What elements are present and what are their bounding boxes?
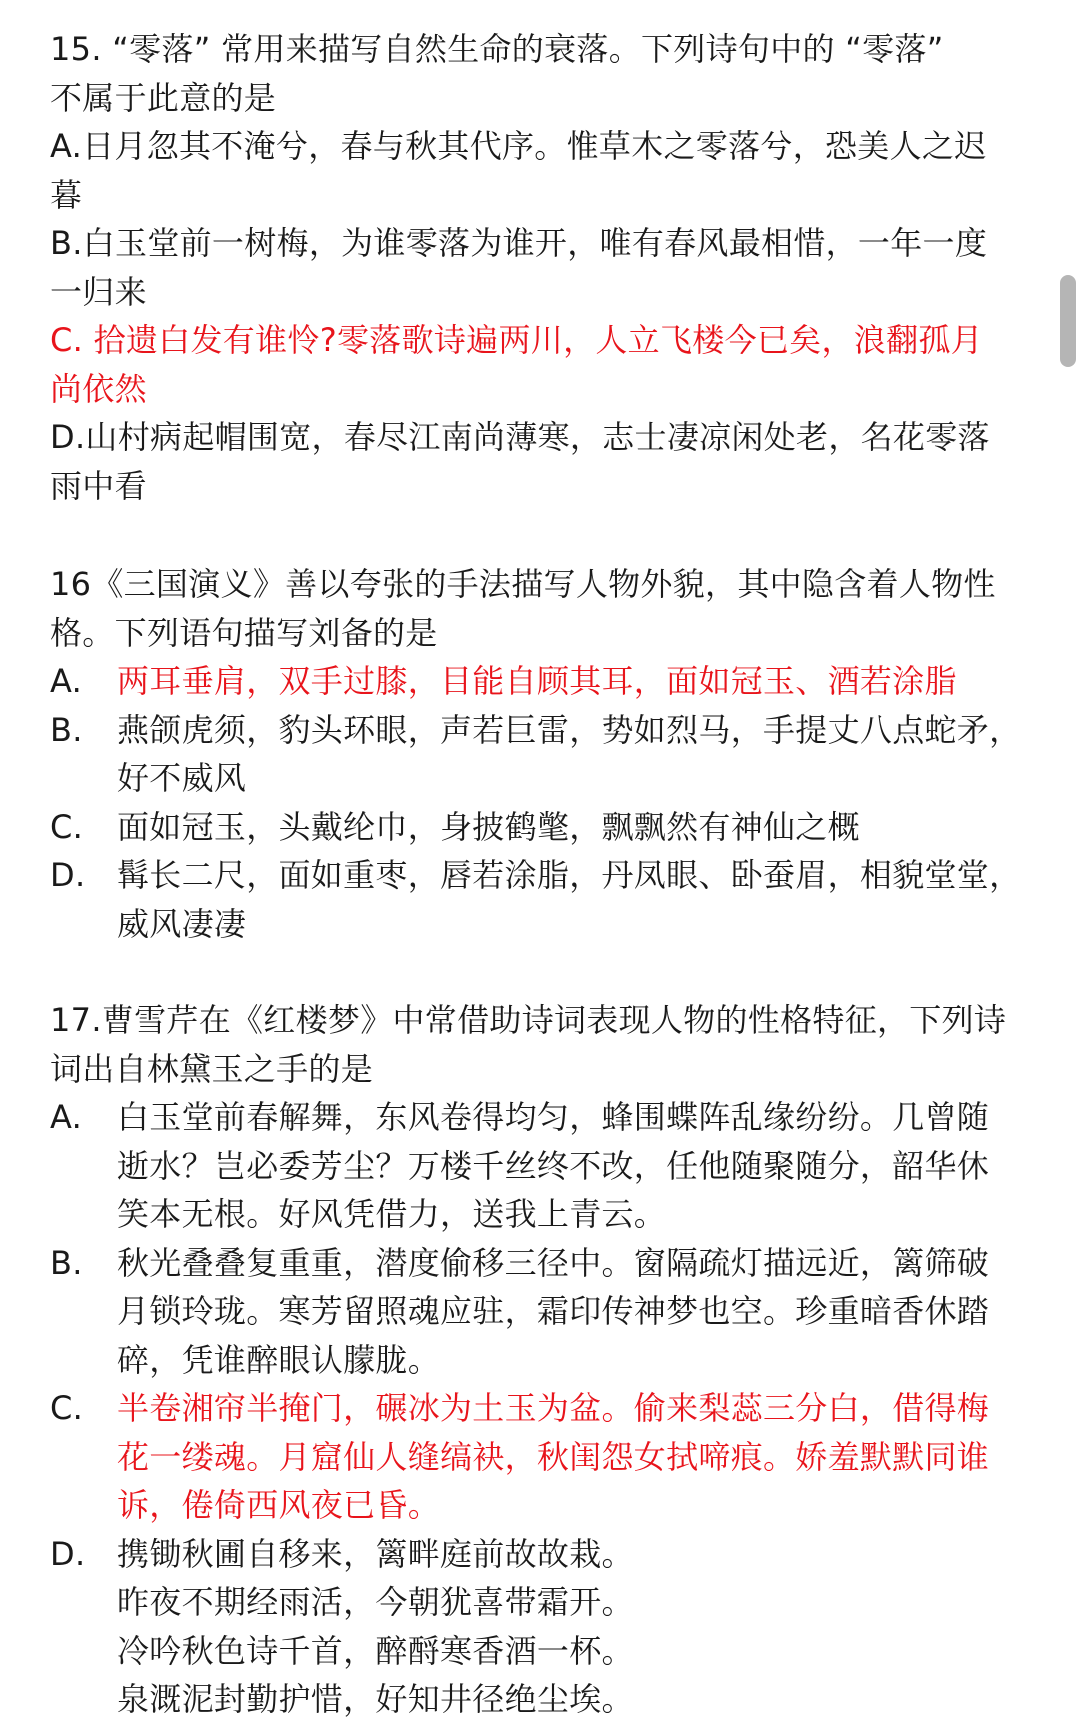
option-line: 月锁玲珑。寒芳留照魂应驻，霜印传神梦也空。珍重暗香休踏: [117, 1292, 990, 1330]
option-line: 笑本无根。好风凭借力，送我上青云。: [117, 1195, 667, 1233]
q17-option-b-text: [117, 1239, 1035, 1385]
q15-stem-line1: 15. “零落” 常用来描写自然生命的衰落。下列诗句中的 “零落”: [50, 30, 944, 68]
option-line: 逝水？岂必委芳尘？万楼千丝终不改，任他随聚随分，韶华休: [117, 1146, 990, 1185]
q16-option-a-text-answer: [117, 657, 1035, 706]
q16-option-c-text: [117, 803, 1035, 852]
option-line: 碎，凭谁醉眼认朦胧。: [117, 1340, 441, 1379]
q16-option-b-text: [117, 706, 1035, 803]
q16-option-c-letter: C.: [50, 807, 84, 846]
q17-option-c-letter: C.: [50, 1389, 84, 1427]
q15-option-b-line2: 一归来: [50, 272, 147, 311]
q17-stem-line1: 17.曹雪芹在《红楼梦》中常借助诗词表现人物的性格特征，下列诗: [50, 1001, 1007, 1039]
q15-option-c-line2-answer: 尚依然: [50, 369, 147, 408]
q17-option-b: [50, 1239, 1035, 1385]
q16-option-c: [50, 803, 1035, 852]
q15-option-a-line1: A.日月忽其不淹兮，春与秋其代序。惟草木之零落兮，恐美人之迟: [50, 127, 987, 165]
q15-option-d-line2: 雨中看: [50, 466, 147, 505]
q17-option-d-text: [117, 1530, 1035, 1724]
option-line: 昨夜不期经雨活，今朝犹喜带霜开。: [117, 1583, 634, 1621]
option-line: 秋光叠叠复重重，潜度偷移三径中。窗隔疏灯描远近，篱筛破: [117, 1243, 990, 1282]
vertical-scrollbar-thumb[interactable]: [1060, 275, 1076, 367]
q17-option-d: [50, 1530, 1035, 1724]
q17-option-a: [50, 1093, 1035, 1239]
question-15: [50, 25, 1035, 510]
option-line: 好不威风: [117, 759, 247, 797]
option-line: 冷吟秋色诗千首，醉酹寒香酒一杯。: [117, 1631, 634, 1670]
option-line: 威风凄凄: [117, 904, 247, 943]
q17-stem-line2: 词出自林黛玉之手的是: [50, 1049, 374, 1088]
option-line: 白玉堂前春解舞，东风卷得均匀，蜂围蝶阵乱缘纷纷。几曾随: [117, 1098, 990, 1136]
q16-stem-line1: 16《三国演义》善以夸张的手法描写人物外貌，其中隐含着人物性: [50, 565, 996, 603]
q16-option-d: [50, 851, 1035, 948]
q16-option-d-text: [117, 851, 1035, 948]
option-line: 面如冠玉，头戴纶巾，身披鹤氅，飘飘然有神仙之概: [117, 807, 860, 846]
q16-option-a-letter: A.: [50, 662, 83, 700]
spacer: [50, 948, 1035, 996]
spacer: [50, 510, 1035, 560]
document-page: [50, 25, 1035, 1724]
option-line: 泉溉泥封勤护惜，好知井径绝尘埃。: [117, 1680, 634, 1718]
q17-option-c-text-answer: [117, 1384, 1035, 1530]
q17-option-d-letter: D.: [50, 1534, 86, 1573]
question-17: [50, 996, 1035, 1724]
option-line: 携锄秋圃自移来，篱畔庭前故故栽。: [117, 1534, 634, 1573]
q15-option-a-line2: 暮: [50, 175, 83, 214]
q15-option-c-line1-answer: C. 拾遗白发有谁怜?零落歌诗遍两川，人立飞楼今已矣，浪翻孤月: [50, 321, 983, 359]
q15-option-d-line1: D.山村病起帽围宽，春尽江南尚薄寒，志士凄凉闲处老，名花零落: [50, 418, 990, 456]
q17-option-a-letter: A.: [50, 1098, 83, 1136]
question-16: [50, 560, 1035, 948]
q16-option-b: [50, 706, 1035, 803]
q15-option-b-line1: B.白玉堂前一树梅，为谁零落为谁开，唯有春风最相惜，一年一度: [50, 224, 988, 262]
option-line: 燕颌虎须，豹头环眼，声若巨雷，势如烈马，手提丈八点蛇矛，: [117, 710, 1022, 749]
option-line: 花一缕魂。月窟仙人缝缟袂，秋闺怨女拭啼痕。娇羞默默同谁: [117, 1437, 990, 1476]
option-line: 髯长二尺，面如重枣，唇若涂脂，丹凤眼、卧蚕眉，相貌堂堂，: [117, 856, 1022, 894]
q16-option-a: [50, 657, 1035, 706]
option-line: 半卷湘帘半掩门，碾冰为土玉为盆。偷来梨蕊三分白，借得梅: [117, 1389, 990, 1427]
q17-option-c: [50, 1384, 1035, 1530]
q16-option-d-letter: D.: [50, 856, 86, 894]
q16-option-b-letter: B.: [50, 710, 83, 749]
q15-stem-line2: 不属于此意的是: [50, 78, 277, 117]
q17-option-a-text: [117, 1093, 1035, 1239]
q16-stem-line2: 格。下列语句描写刘备的是: [50, 613, 438, 652]
q17-option-b-letter: B.: [50, 1243, 83, 1282]
option-line: 诉，倦倚西风夜已昏。: [117, 1486, 441, 1524]
option-line: 两耳垂肩，双手过膝，目能自顾其耳，面如冠玉、酒若涂脂: [117, 662, 957, 700]
